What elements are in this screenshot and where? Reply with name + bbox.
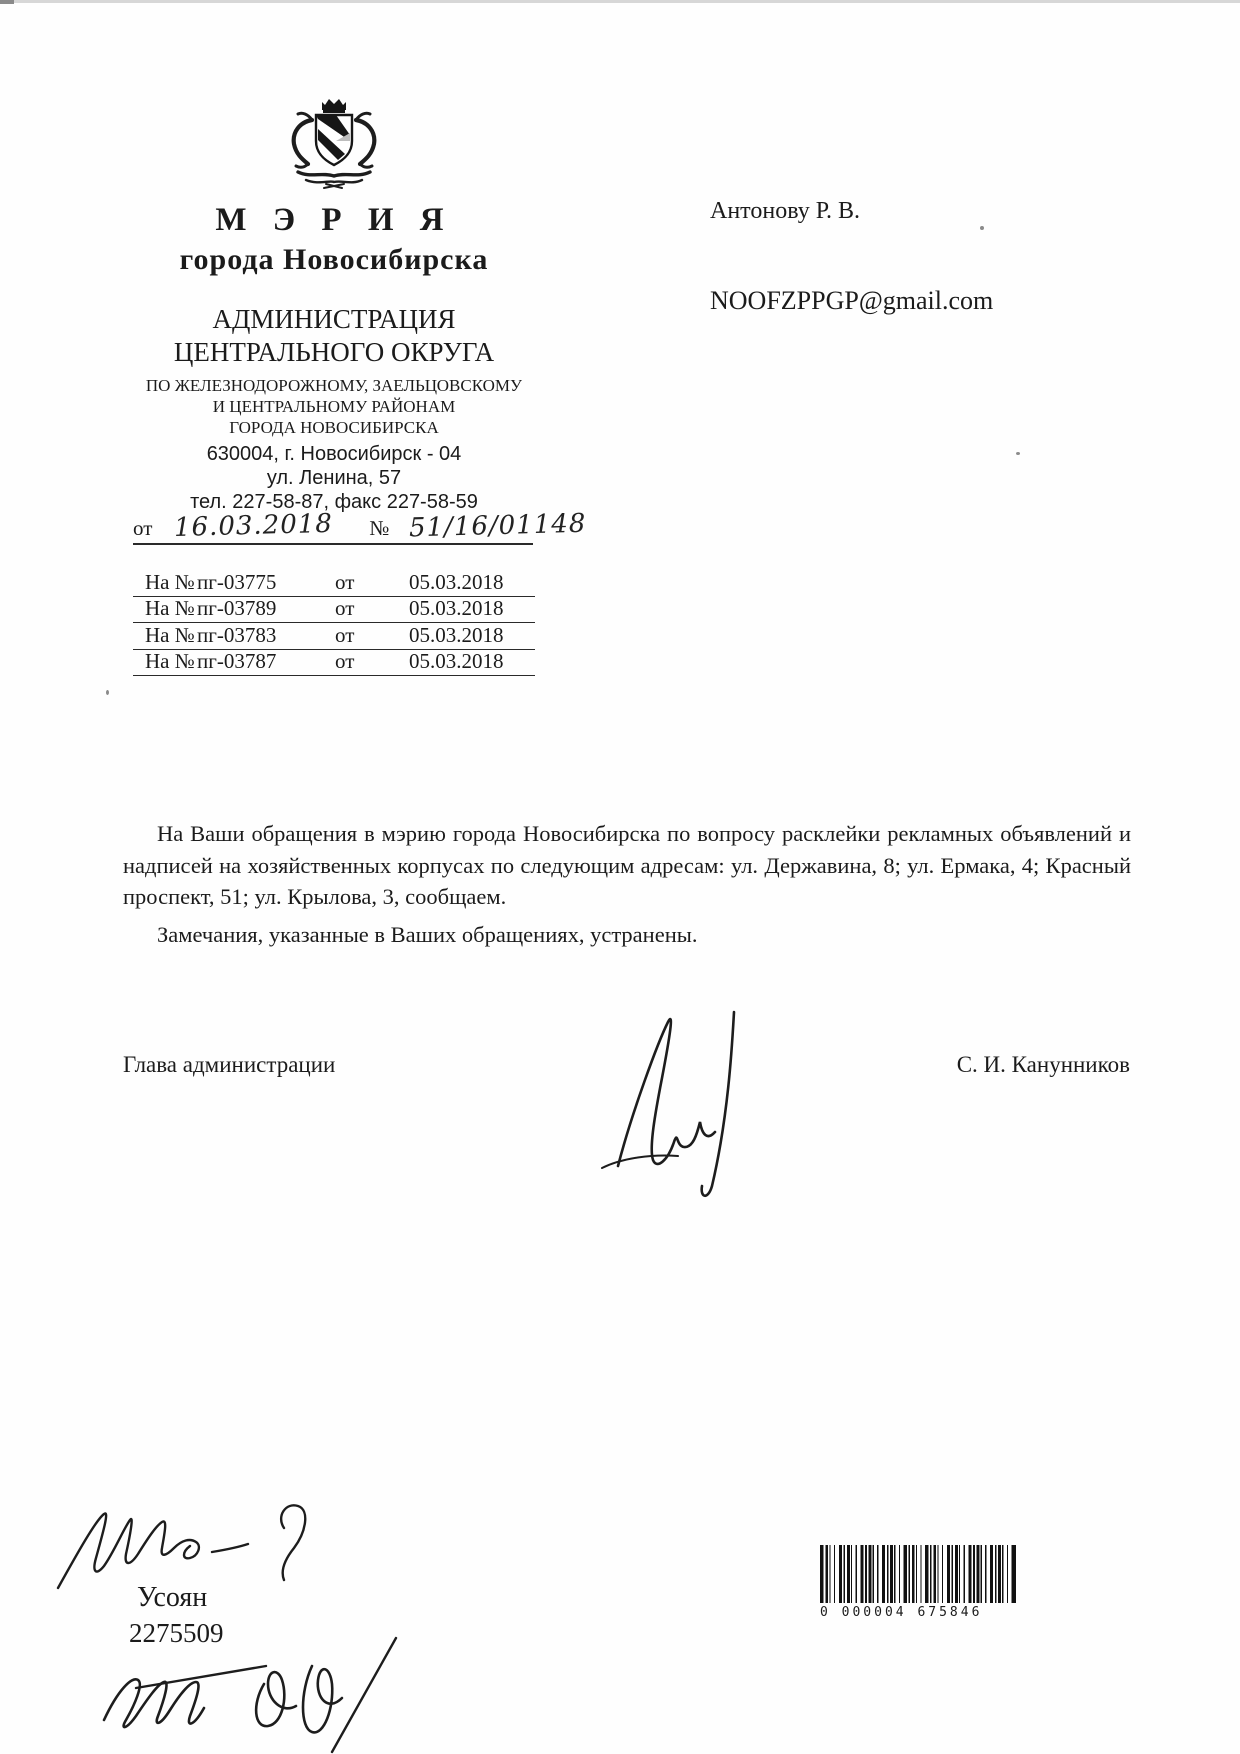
- letterhead: [133, 96, 535, 514]
- barcode-bars: [820, 1545, 1016, 1603]
- ref-number: пг-03789: [197, 596, 277, 620]
- reference-row: [133, 623, 535, 650]
- ref-date: 05.03.2018: [409, 622, 504, 647]
- ref-number: пг-03783: [197, 622, 277, 647]
- recipient-name: Антонову Р. В.: [710, 198, 861, 224]
- reference-row: [133, 597, 535, 624]
- scan-corner-artifact: [0, 0, 14, 4]
- ref-date: 05.03.2018: [409, 596, 504, 620]
- scan-speck: [1016, 452, 1020, 455]
- reference-row: [133, 650, 535, 677]
- district-line-1: ПО ЖЕЛЕЗНОДОРОЖНОМУ, ЗАЕЛЬЦОВСКОМУ: [145, 376, 523, 395]
- barcode-digits: 0 000004 675846: [820, 1605, 983, 1620]
- scan-speck: [106, 690, 109, 695]
- body-paragraph-2: Замечания, указанные в Ваших обращениях, устранены.: [157, 921, 698, 947]
- reference-row: [133, 570, 535, 597]
- outgoing-date-label: от: [133, 516, 153, 540]
- ref-number: пг-03787: [197, 649, 277, 673]
- scan-edge-artifact: [0, 0, 1240, 3]
- ref-label: На №: [145, 622, 195, 647]
- dept-line-1: АДМИНИСТРАЦИЯ: [212, 304, 456, 334]
- ref-date: 05.03.2018: [409, 649, 504, 673]
- outgoing-number-handwritten: 51/16/01148: [409, 508, 588, 544]
- ref-from-label: от: [335, 622, 355, 647]
- letter-body: [123, 818, 1131, 950]
- signer-name: С. И. Канунников: [956, 1052, 1130, 1077]
- dept-line-2: ЦЕНТРАЛЬНОГО ОКРУГА: [173, 337, 495, 367]
- ref-date: 05.03.2018: [409, 569, 504, 594]
- outgoing-line: [133, 505, 588, 545]
- district-line-2: И ЦЕНТРАЛЬНОМУ РАЙОНАМ: [212, 397, 456, 416]
- address-street: ул. Ленина, 57: [266, 467, 402, 489]
- coat-of-arms-emblem: [282, 96, 386, 192]
- org-title-main: М Э Р И Я: [215, 202, 453, 238]
- ref-label: На №: [145, 596, 195, 620]
- ref-from-label: от: [335, 596, 355, 620]
- signer-position-title: Глава администрации: [123, 1052, 336, 1077]
- body-paragraph-1: На Ваши обращения в мэрию города Новосибирска по вопросу расклейки рекламных объявлений и надписей на хозяйственных корпусах по следующим адресам: ул. Державина, 8; ул. Ермака, 4; Красный проспект, 51; ул. Крылова, 3, сообщаем.: [123, 821, 1131, 909]
- ref-label: На №: [145, 649, 195, 673]
- executor-name: Усоян: [137, 1582, 208, 1613]
- outgoing-number-label: №: [369, 516, 390, 540]
- executor-signature-2: [96, 1636, 406, 1754]
- recipient-email: NOOFZPPGP@gmail.com: [710, 286, 994, 315]
- registration-barcode: [820, 1545, 1016, 1620]
- phone-fax: тел. 227-58-87, факс 227-58-59: [190, 491, 478, 513]
- incoming-references: [133, 570, 535, 676]
- outgoing-date-handwritten: 16.03.2018: [174, 508, 334, 543]
- scan-speck: [980, 226, 984, 230]
- head-signature-handwriting: [592, 1008, 767, 1203]
- district-line-3: ГОРОДА НОВОСИБИРСКА: [229, 418, 439, 437]
- org-title-sub: города Новосибирска: [179, 243, 489, 276]
- ref-from-label: от: [335, 569, 355, 594]
- ref-from-label: от: [335, 649, 355, 673]
- executor-phone: 2275509: [129, 1618, 224, 1648]
- ref-number: пг-03775: [197, 569, 277, 594]
- address-postal: 630004, г. Новосибирск - 04: [206, 443, 462, 465]
- ref-label: На №: [145, 569, 195, 594]
